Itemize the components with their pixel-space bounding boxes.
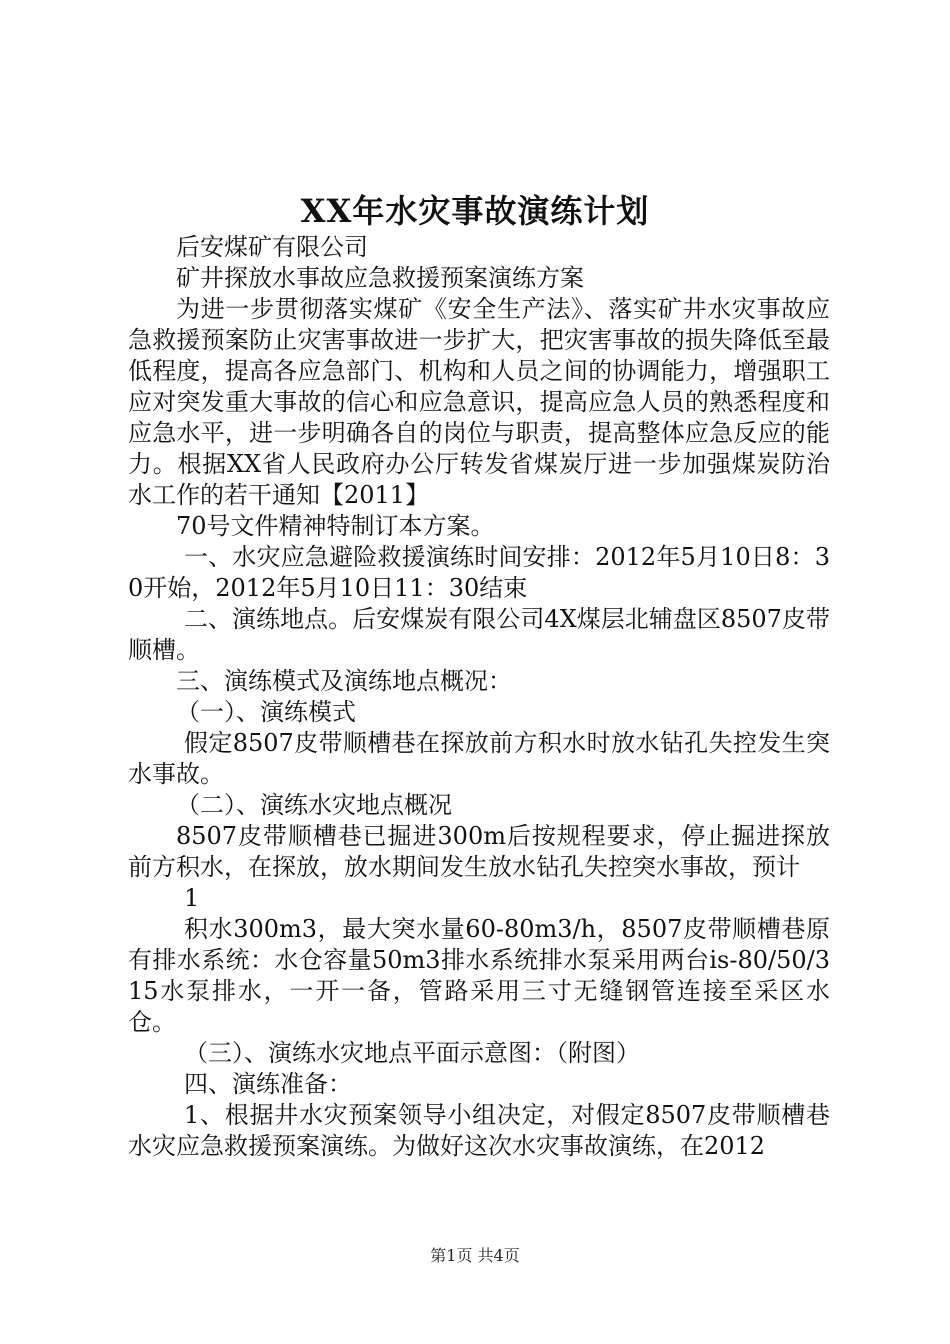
page-footer: 第1页 共4页 [430, 1246, 520, 1265]
paragraph-document-ref: 70号文件精神特制订本方案。 [176, 512, 495, 540]
section-preparation-heading: 四、演练准备： [184, 1070, 352, 1098]
paragraph-mode-detail: 假定8507皮带顺槽巷在探放前方积水时放水钻孔失控发生突水事故。 [128, 729, 830, 788]
document-title: XX年水灾事故演练计划 [300, 192, 650, 230]
paragraph-preparation-1: 1、根据井水灾预案领导小组决定，对假定8507皮带顺槽巷水灾应急救援预案演练。为做好这次水灾事故演练，在2012 [128, 1101, 830, 1160]
section-location: 二、演练地点。后安煤炭有限公司4X煤层北辅盘区8507皮带顺槽。 [128, 605, 830, 664]
section-mode-heading: 三、演练模式及演练地点概况： [176, 667, 512, 695]
company-name: 后安煤矿有限公司 [176, 233, 368, 261]
plan-subtitle: 矿井探放水事故应急救援预案演练方案 [176, 264, 584, 292]
subsection-site-diagram: （三）、演练水灾地点平面示意图：（附图） [184, 1039, 640, 1067]
section-time: 一、水灾应急避险救援演练时间安排：2012年5月10日8：30开始，2012年5月10日11：30结束 [128, 543, 830, 602]
inline-page-number: 1 [184, 884, 200, 912]
subsection-site-overview: （二）、演练水灾地点概况 [176, 791, 452, 819]
document-body [128, 232, 830, 1162]
paragraph-site-detail: 8507皮带顺槽巷已掘进300m后按规程要求，停止掘进探放前方积水，在探放，放水期间发生放水钻孔失控突水事故，预计 [128, 822, 830, 881]
paragraph-purpose: 为进一步贯彻落实煤矿《安全生产法》、落实矿井水灾事故应急救援预案防止灾害事故进一步扩大，把灾害事故的损失降低至最低程度，提高各应急部门、机构和人员之间的协调能力，增强职工应对突发重大事故的信心和应急意识，提高应急人员的熟悉程度和应急水平，进一步明确各自的岗位与职责，提高整体应急反应的能力。根据XX省人民政府办公厅转发省煤炭厅进一步加强煤炭防治水工作的若干通知【2011】 [128, 295, 830, 509]
paragraph-water-volume: 积水300m3，最大突水量60-80m3/h，8507皮带顺槽巷原有排水系统：水仓容量50m3排水系统排水泵采用两台is-80/50/315水泵排水，一开一备，管路采用三寸无缝钢管连接至采区水仓。 [128, 915, 830, 1036]
subsection-mode: （一）、演练模式 [176, 698, 356, 726]
